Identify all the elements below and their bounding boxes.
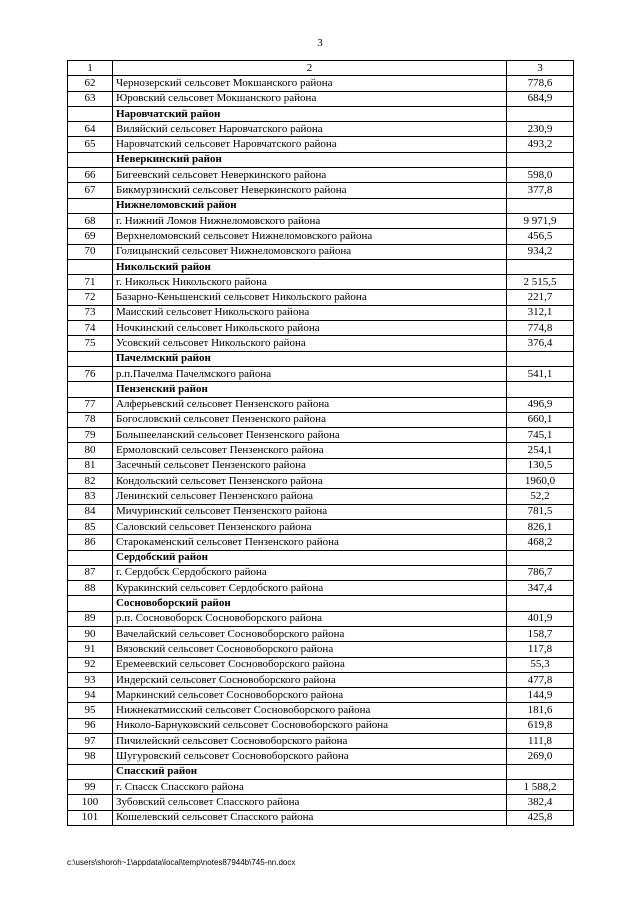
amount-value: 144,9 <box>507 688 574 703</box>
table-row <box>68 443 574 458</box>
amount-value: 468,2 <box>507 535 574 550</box>
district-number-cell <box>68 550 113 565</box>
district-value-cell <box>507 764 574 779</box>
row-number: 89 <box>68 611 113 626</box>
district-value-cell <box>507 106 574 121</box>
district-header-row <box>68 106 574 121</box>
amount-value: 781,5 <box>507 504 574 519</box>
table-body <box>68 76 574 826</box>
table-row <box>68 76 574 91</box>
district-name: Спасский район <box>113 764 507 779</box>
row-number: 91 <box>68 642 113 657</box>
district-value-cell <box>507 152 574 167</box>
district-name: Сосновоборский район <box>113 596 507 611</box>
table-row <box>68 535 574 550</box>
table-row <box>68 779 574 794</box>
row-number: 69 <box>68 229 113 244</box>
municipality-name: Наровчатский сельсовет Наровчатского района <box>113 137 507 152</box>
municipality-name: Усовский сельсовет Никольского района <box>113 336 507 351</box>
amount-value: 1 588,2 <box>507 779 574 794</box>
column-header-name: 2 <box>113 61 507 76</box>
row-number: 82 <box>68 474 113 489</box>
table-row <box>68 168 574 183</box>
table-row <box>68 565 574 580</box>
amount-value: 1960,0 <box>507 474 574 489</box>
district-value-cell <box>507 382 574 397</box>
row-number: 96 <box>68 718 113 733</box>
row-number: 98 <box>68 749 113 764</box>
table-row <box>68 810 574 825</box>
district-header-row <box>68 550 574 565</box>
row-number: 78 <box>68 412 113 427</box>
district-value-cell <box>507 550 574 565</box>
municipality-name: Маисский сельсовет Никольского района <box>113 305 507 320</box>
amount-value: 55,3 <box>507 657 574 672</box>
row-number: 90 <box>68 626 113 641</box>
amount-value: 660,1 <box>507 412 574 427</box>
row-number: 83 <box>68 489 113 504</box>
table-row <box>68 122 574 137</box>
amount-value: 934,2 <box>507 244 574 259</box>
row-number: 81 <box>68 458 113 473</box>
row-number: 100 <box>68 795 113 810</box>
table-row <box>68 795 574 810</box>
table-row <box>68 458 574 473</box>
district-number-cell <box>68 351 113 366</box>
amount-value: 786,7 <box>507 565 574 580</box>
municipality-name: Засечный сельсовет Пензенского района <box>113 458 507 473</box>
amount-value: 117,8 <box>507 642 574 657</box>
table-row <box>68 504 574 519</box>
row-number: 75 <box>68 336 113 351</box>
amount-value: 52,2 <box>507 489 574 504</box>
row-number: 71 <box>68 275 113 290</box>
table-row <box>68 91 574 106</box>
table-row <box>68 749 574 764</box>
district-name: Наровчатский район <box>113 106 507 121</box>
municipality-name: Кошелевский сельсовет Спасского района <box>113 810 507 825</box>
table-row <box>68 321 574 336</box>
district-number-cell <box>68 259 113 274</box>
row-number: 77 <box>68 397 113 412</box>
row-number: 99 <box>68 779 113 794</box>
file-path-footer: c:\users\shoroh~1\appdata\local\temp\notes87944b\745-nn.docx <box>67 858 296 867</box>
municipality-name: Маркинский сельсовет Сосновоборского района <box>113 688 507 703</box>
municipality-name: Кондольский сельсовет Пензенского района <box>113 474 507 489</box>
table-row <box>68 611 574 626</box>
row-number: 67 <box>68 183 113 198</box>
amount-value: 684,9 <box>507 91 574 106</box>
municipality-name: Мичуринский сельсовет Пензенского района <box>113 504 507 519</box>
page-number: 3 <box>317 37 323 49</box>
row-number: 92 <box>68 657 113 672</box>
allocation-table <box>67 60 574 826</box>
row-number: 63 <box>68 91 113 106</box>
table-row <box>68 244 574 259</box>
amount-value: 111,8 <box>507 734 574 749</box>
amount-value: 774,8 <box>507 321 574 336</box>
amount-value: 376,4 <box>507 336 574 351</box>
district-name: Нижнеломовский район <box>113 198 507 213</box>
row-number: 84 <box>68 504 113 519</box>
amount-value: 130,5 <box>507 458 574 473</box>
row-number: 74 <box>68 321 113 336</box>
table-row <box>68 183 574 198</box>
amount-value: 619,8 <box>507 718 574 733</box>
municipality-name: Шугуровский сельсовет Сосновоборского района <box>113 749 507 764</box>
row-number: 95 <box>68 703 113 718</box>
municipality-name: Большееланский сельсовет Пензенского района <box>113 428 507 443</box>
row-number: 94 <box>68 688 113 703</box>
municipality-name: Индерский сельсовет Сосновоборского района <box>113 672 507 687</box>
amount-value: 221,7 <box>507 290 574 305</box>
amount-value: 2 515,5 <box>507 275 574 290</box>
row-number: 65 <box>68 137 113 152</box>
municipality-name: Ночкинский сельсовет Никольского района <box>113 321 507 336</box>
municipality-name: Ермоловский сельсовет Пензенского района <box>113 443 507 458</box>
amount-value: 425,8 <box>507 810 574 825</box>
row-number: 62 <box>68 76 113 91</box>
row-number: 86 <box>68 535 113 550</box>
amount-value: 181,6 <box>507 703 574 718</box>
district-number-cell <box>68 764 113 779</box>
column-header-value: 3 <box>507 61 574 76</box>
district-header-row <box>68 382 574 397</box>
district-value-cell <box>507 596 574 611</box>
row-number: 93 <box>68 672 113 687</box>
amount-value: 778,6 <box>507 76 574 91</box>
district-name: Никольский район <box>113 259 507 274</box>
table-row <box>68 489 574 504</box>
district-header-row <box>68 259 574 274</box>
municipality-name: Вязовский сельсовет Сосновоборского района <box>113 642 507 657</box>
amount-value: 496,9 <box>507 397 574 412</box>
amount-value: 493,2 <box>507 137 574 152</box>
table-row <box>68 657 574 672</box>
table-row <box>68 290 574 305</box>
district-number-cell <box>68 152 113 167</box>
row-number: 76 <box>68 366 113 381</box>
table-row <box>68 734 574 749</box>
municipality-name: Верхнеломовский сельсовет Нижнеломовского района <box>113 229 507 244</box>
district-number-cell <box>68 198 113 213</box>
table-header-row <box>68 61 574 76</box>
table-row <box>68 519 574 534</box>
table-row <box>68 213 574 228</box>
row-number: 97 <box>68 734 113 749</box>
amount-value: 745,1 <box>507 428 574 443</box>
row-number: 73 <box>68 305 113 320</box>
municipality-name: р.п. Сосновоборск Сосновоборского района <box>113 611 507 626</box>
table-row <box>68 275 574 290</box>
municipality-name: Виляйский сельсовет Наровчатского района <box>113 122 507 137</box>
table-row <box>68 137 574 152</box>
district-header-row <box>68 152 574 167</box>
district-header-row <box>68 351 574 366</box>
municipality-name: Саловский сельсовет Пензенского района <box>113 519 507 534</box>
row-number: 80 <box>68 443 113 458</box>
table-row <box>68 642 574 657</box>
table-row <box>68 703 574 718</box>
municipality-name: Зубовский сельсовет Спасского района <box>113 795 507 810</box>
municipality-name: Бикмурзинский сельсовет Неверкинского района <box>113 183 507 198</box>
amount-value: 9 971,9 <box>507 213 574 228</box>
district-header-row <box>68 198 574 213</box>
row-number: 68 <box>68 213 113 228</box>
municipality-name: г. Спасск Спасского района <box>113 779 507 794</box>
table-row <box>68 718 574 733</box>
amount-value: 347,4 <box>507 581 574 596</box>
municipality-name: Вачелайский сельсовет Сосновоборского района <box>113 626 507 641</box>
district-name: Пачелмский район <box>113 351 507 366</box>
municipality-name: Николо-Барнуковский сельсовет Сосновоборского района <box>113 718 507 733</box>
amount-value: 401,9 <box>507 611 574 626</box>
row-number: 64 <box>68 122 113 137</box>
district-number-cell <box>68 382 113 397</box>
table-row <box>68 474 574 489</box>
district-header-row <box>68 764 574 779</box>
row-number: 66 <box>68 168 113 183</box>
municipality-name: Базарно-Кеньшенский сельсовет Никольского района <box>113 290 507 305</box>
district-name: Сердобский район <box>113 550 507 565</box>
row-number: 88 <box>68 581 113 596</box>
amount-value: 312,1 <box>507 305 574 320</box>
row-number: 85 <box>68 519 113 534</box>
amount-value: 377,8 <box>507 183 574 198</box>
municipality-name: Ленинский сельсовет Пензенского района <box>113 489 507 504</box>
table-row <box>68 305 574 320</box>
table-row <box>68 397 574 412</box>
municipality-name: Нижнекатмисский сельсовет Сосновоборского района <box>113 703 507 718</box>
municipality-name: Старокаменский сельсовет Пензенского района <box>113 535 507 550</box>
table-row <box>68 336 574 351</box>
table-row <box>68 581 574 596</box>
municipality-name: Голицынский сельсовет Нижнеломовского района <box>113 244 507 259</box>
row-number: 72 <box>68 290 113 305</box>
municipality-name: г. Сердобск Сердобского района <box>113 565 507 580</box>
amount-value: 382,4 <box>507 795 574 810</box>
municipality-name: р.п.Пачелма Пачелмского района <box>113 366 507 381</box>
municipality-name: Бигеевский сельсовет Неверкинского района <box>113 168 507 183</box>
amount-value: 456,5 <box>507 229 574 244</box>
table-row <box>68 229 574 244</box>
municipality-name: Алферьевский сельсовет Пензенского района <box>113 397 507 412</box>
column-header-number: 1 <box>68 61 113 76</box>
district-value-cell <box>507 198 574 213</box>
district-number-cell <box>68 106 113 121</box>
municipality-name: г. Нижний Ломов Нижнеломовского района <box>113 213 507 228</box>
amount-value: 598,0 <box>507 168 574 183</box>
table-row <box>68 626 574 641</box>
row-number: 101 <box>68 810 113 825</box>
table-row <box>68 412 574 427</box>
row-number: 70 <box>68 244 113 259</box>
municipality-name: Пичилейский сельсовет Сосновоборского района <box>113 734 507 749</box>
municipality-name: Чернозерский сельсовет Мокшанского района <box>113 76 507 91</box>
municipality-name: Богословский сельсовет Пензенского района <box>113 412 507 427</box>
district-name: Пензенский район <box>113 382 507 397</box>
table-row <box>68 672 574 687</box>
district-header-row <box>68 596 574 611</box>
municipality-name: Куракинский сельсовет Сердобского района <box>113 581 507 596</box>
amount-value: 269,0 <box>507 749 574 764</box>
amount-value: 158,7 <box>507 626 574 641</box>
municipality-name: Еремеевский сельсовет Сосновоборского района <box>113 657 507 672</box>
amount-value: 254,1 <box>507 443 574 458</box>
table-row <box>68 366 574 381</box>
row-number: 79 <box>68 428 113 443</box>
municipality-name: г. Никольск Никольского района <box>113 275 507 290</box>
amount-value: 541,1 <box>507 366 574 381</box>
table-row <box>68 688 574 703</box>
row-number: 87 <box>68 565 113 580</box>
amount-value: 826,1 <box>507 519 574 534</box>
district-value-cell <box>507 351 574 366</box>
amount-value: 477,8 <box>507 672 574 687</box>
municipality-name: Юровский сельсовет Мокшанского района <box>113 91 507 106</box>
district-name: Неверкинский район <box>113 152 507 167</box>
district-number-cell <box>68 596 113 611</box>
table-row <box>68 428 574 443</box>
district-value-cell <box>507 259 574 274</box>
amount-value: 230,9 <box>507 122 574 137</box>
